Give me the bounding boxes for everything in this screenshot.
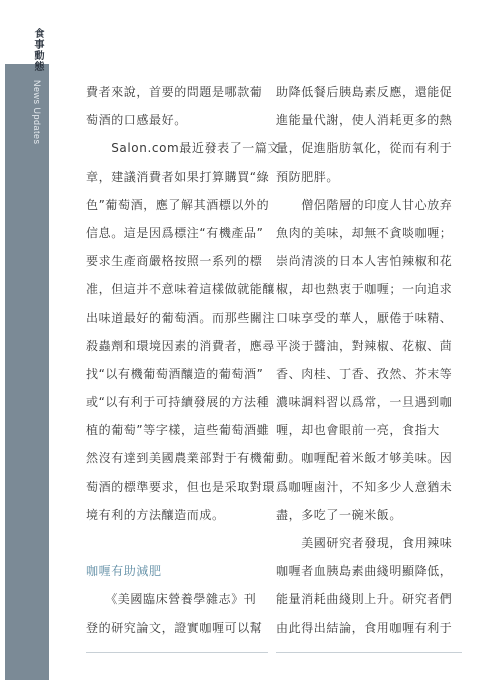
text-line: 椒，却也熱衷于咖喱；一向追求	[276, 282, 453, 297]
text-line: 濃味調料習以爲常，一旦遇到咖	[276, 395, 453, 410]
text-line: 由此得出結論，食用咖喱有利于	[276, 620, 453, 635]
text-line: 香、肉桂、丁香、孜然、芥末等	[276, 366, 453, 381]
text-line: 僧侶階層的印度人甘心放弃	[276, 197, 453, 212]
text-line: 量，促進脂肪氧化，從而有利于	[276, 141, 453, 156]
text-line: 登的研究論文，證實咖喱可以幫	[86, 620, 263, 635]
text-line: 動。咖喱配着米飯才够美味。因	[276, 451, 453, 466]
text-line: 萄酒的口感最好。	[86, 113, 187, 128]
text-line: 境有利的方法釀造而成。	[86, 507, 225, 522]
text-line: 美國研究者發現，食用辣味	[276, 536, 453, 550]
text-line: 色”葡萄酒，應了解其酒標以外的	[86, 197, 270, 212]
text-line: 進能量代謝，使人消耗更多的熱	[276, 113, 453, 128]
text-line: 口味享受的華人，厭倦于味精、	[276, 310, 453, 325]
footer-rule-left	[86, 652, 268, 653]
sidebar	[0, 0, 44, 680]
text-line: 盡，多吃了一碗米飯。	[276, 507, 403, 522]
text-line: 費者來說，首要的問題是哪款葡	[86, 85, 263, 99]
left-column	[86, 78, 281, 642]
text-line: 助降低餐后胰島素反應，還能促	[276, 85, 453, 99]
section-label	[28, 28, 47, 145]
text-line: 《美國臨床營養學雜志》刊	[86, 592, 257, 607]
text-line: 咖喱者血胰島素曲綫明顯降低，	[276, 564, 453, 579]
text-line: 崇尚清淡的日本人害怕辣椒和花	[276, 254, 453, 269]
section-heading: 咖喱有助減肥	[86, 564, 162, 579]
paragraph-gap	[86, 529, 266, 557]
text-line: 預防肥胖。	[276, 169, 340, 184]
text-line: 爲咖喱鹵汁，不知多少人意猶未	[276, 479, 453, 494]
text-line: 能量消耗曲綫則上升。研究者們	[276, 592, 453, 607]
text-line: 殺蟲劑和環境因素的消費者，應尋	[86, 338, 276, 353]
text-line: 魚肉的美味，却無不貪啖咖喱；	[276, 225, 453, 240]
text-line: 然沒有達到美國農業部對于有機葡	[86, 451, 276, 466]
text-line: 出味道最好的葡萄酒。而那些關注	[86, 310, 276, 325]
text-line: 信息。這是因爲標注“有機產品”	[86, 225, 264, 240]
text-line: 平淡于醬油，對辣椒、花椒、茴	[276, 338, 453, 353]
text-line: 植的葡萄”等字樣，這些葡萄酒雖	[86, 423, 270, 438]
right-column	[276, 78, 462, 642]
section-subtitle: News Updates	[32, 80, 42, 145]
sidebar-band	[5, 64, 49, 680]
text-line: 萄酒的標準要求，但也是采取對環	[86, 479, 276, 494]
text-line: 章，建議消費者如果打算購買“綠	[86, 169, 270, 184]
footer-rule-right	[276, 652, 462, 653]
text-line: Salon.com最近發表了一篇文	[86, 141, 281, 156]
text-line: 找“以有機葡萄酒釀造的葡萄酒”	[86, 366, 264, 381]
text-line: 喱，却也會眼前一亮，食指大	[276, 423, 440, 438]
section-title: 食事動態	[32, 28, 43, 72]
text-line: 要求生產商嚴格按照一系列的標	[86, 254, 263, 269]
text-line: 或“以有利于可持續發展的方法種	[86, 395, 270, 410]
text-line: 准，但這并不意味着這樣做就能釀	[86, 282, 276, 297]
